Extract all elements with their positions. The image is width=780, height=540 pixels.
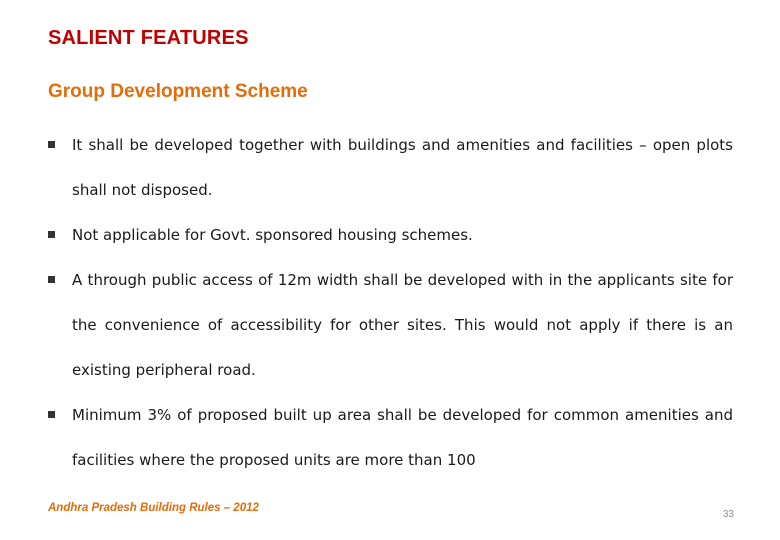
square-bullet-icon: [48, 411, 55, 418]
square-bullet-icon: [48, 141, 55, 148]
slide-subtitle: Group Development Scheme: [48, 81, 308, 102]
square-bullet-icon: [48, 231, 55, 238]
bullet-text: Minimum 3% of proposed built up area shall be developed for common amenities and facilities where the proposed units are more than 100: [72, 406, 733, 469]
page-number: 33: [722, 509, 734, 520]
bullet-item: [48, 123, 733, 213]
bullet-item: [48, 213, 733, 258]
bullet-item: [48, 258, 733, 393]
bullet-text: Not applicable for Govt. sponsored housing schemes.: [72, 226, 473, 244]
bullet-text: It shall be developed together with buildings and amenities and facilities – open plots shall not disposed.: [72, 136, 733, 199]
bullet-text: A through public access of 12m width shall be developed with in the applicants site for the convenience of accessibility for other sites. This would not apply if there is an existing peripheral road.: [72, 271, 733, 379]
square-bullet-icon: [48, 276, 55, 283]
footer-source: Andhra Pradesh Building Rules – 2012: [48, 502, 259, 514]
bullet-list: [48, 123, 733, 483]
bullet-item: [48, 393, 733, 483]
slide-title: SALIENT FEATURES: [48, 27, 249, 49]
